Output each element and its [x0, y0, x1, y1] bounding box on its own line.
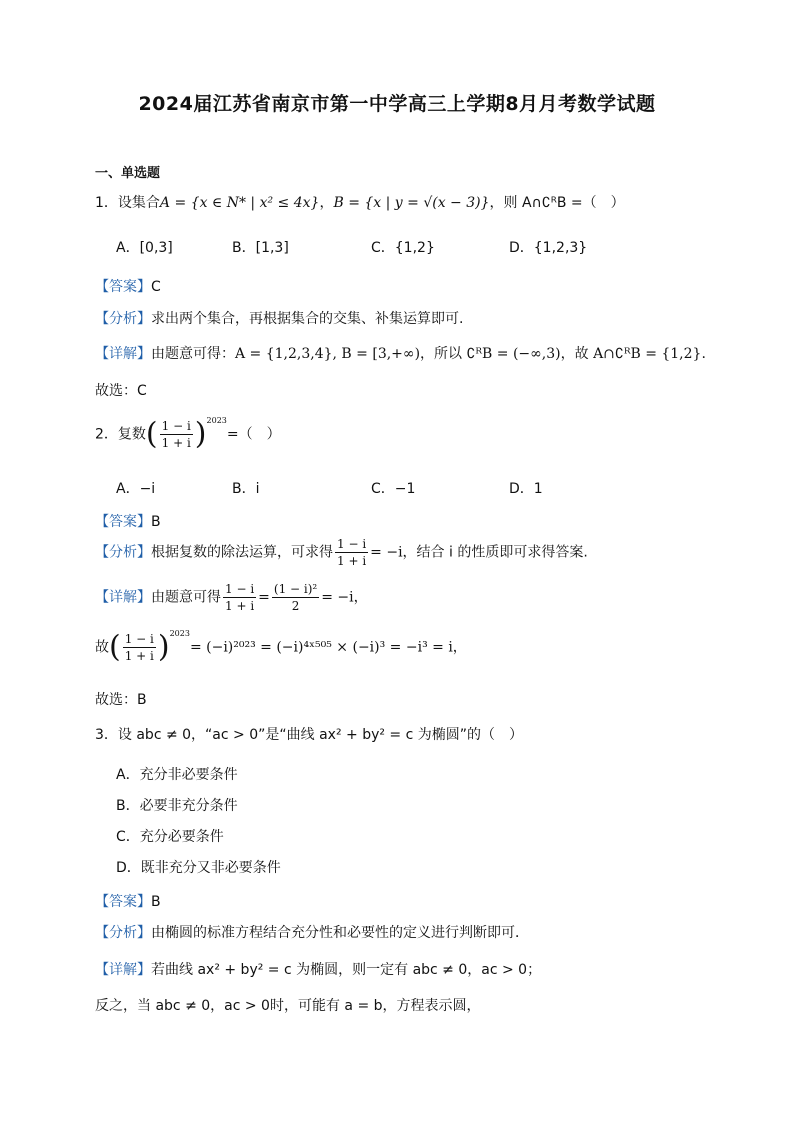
q3-option-c: C．充分必要条件	[116, 829, 224, 845]
q1-analysis: 【分析】求出两个集合，再根据集合的交集、补集运算即可.	[95, 311, 464, 327]
q3-analysis: 【分析】由椭圆的标准方程结合充分性和必要性的定义进行判断即可．	[95, 925, 529, 941]
q1-stem: 1．设集合A = {x ∈ N* | x² ≤ 4x}，B = {x | y = √(x − 3)}，则 A∩∁ᴿB =（ ）	[95, 195, 625, 211]
q1-answer: 【答案】C	[95, 279, 161, 295]
q2-choose: 故选：B	[95, 692, 147, 708]
analysis-tag: 【分析】	[95, 544, 151, 561]
analysis-tag: 【分析】	[95, 925, 151, 941]
q3-option-d: D．既非充分又非必要条件	[116, 860, 281, 876]
q1-option-c: C．{1,2}	[371, 240, 435, 256]
detail-tag: 【详解】	[95, 346, 151, 362]
q2-chain: 故( $\frac{1 - i}{1 + i}$ )$^{2023}$= (−i)²⁰²³ = (−i)⁴ˣ⁵⁰⁵ × (−i)³ = −i³ = i，	[95, 628, 467, 665]
q2-analysis: 【分析】根据复数的除法运算，可求得 $\frac{1 - i}{1 + i}$ = −i，结合 i 的性质即可求得答案.	[95, 537, 588, 568]
q2-answer: 【答案】B	[95, 514, 161, 530]
q2-fraction: $\frac{1 - i}{1 + i}$	[161, 419, 191, 450]
answer-tag: 【答案】	[95, 894, 151, 910]
q3-converse: 反之，当 abc ≠ 0，ac > 0时，可能有 a = b，方程表示圆，	[95, 998, 481, 1014]
q3-answer: 【答案】B	[95, 894, 161, 910]
answer-tag: 【答案】	[95, 279, 151, 295]
q1-choose: 故选：C	[95, 383, 147, 399]
section-heading: 一、单选题	[95, 166, 161, 181]
q1-detail: 【详解】由题意可得：A = {1,2,3,4}, B = [3,+∞)，所以 ∁ᴿB = (−∞,3)，故 A∩∁ᴿB = {1,2}.	[95, 346, 706, 362]
q2-option-d: D．1	[509, 481, 543, 497]
detail-tag: 【详解】	[95, 589, 151, 606]
q2-detail: 【详解】由题意可得 $\frac{1 - i}{1 + i}$ = $\frac{\text{(1 − i)²}}{2}$ = −i，	[95, 582, 368, 613]
q1-set-b: B = {x | y = √(x − 3)}	[333, 195, 490, 211]
q2-option-b: B．i	[232, 481, 260, 497]
q1-option-b: B．[1,3]	[232, 240, 289, 256]
q1-set-a: A = {x ∈ N* | x² ≤ 4x}	[159, 195, 320, 211]
q3-detail: 【详解】若曲线 ax² + by² = c 为椭圆，则一定有 abc ≠ 0，ac > 0；	[95, 962, 542, 978]
answer-tag: 【答案】	[95, 514, 151, 530]
q1-option-a: A．[0,3]	[116, 240, 173, 256]
q2-option-a: A．−i	[116, 481, 156, 497]
q1-option-d: D．{1,2,3}	[509, 240, 588, 256]
q3-option-b: B．必要非充分条件	[116, 798, 238, 814]
page-title: 2024届江苏省南京市第一中学高三上学期8月月考数学试题	[138, 93, 656, 115]
q2-power: 2023	[206, 415, 227, 425]
q2-option-c: C．−1	[371, 481, 416, 497]
q3-stem: 3．设 abc ≠ 0，“ac > 0”是“曲线 ax² + by² = c 为椭圆”的（ ）	[95, 727, 524, 743]
analysis-tag: 【分析】	[95, 311, 151, 327]
detail-tag: 【详解】	[95, 962, 151, 978]
q2-stem: 2．复数( $\frac{1 - i}{1 + i}$ )$^{2023}$=（ ）	[95, 415, 281, 452]
q3-option-a: A．充分非必要条件	[116, 767, 238, 783]
